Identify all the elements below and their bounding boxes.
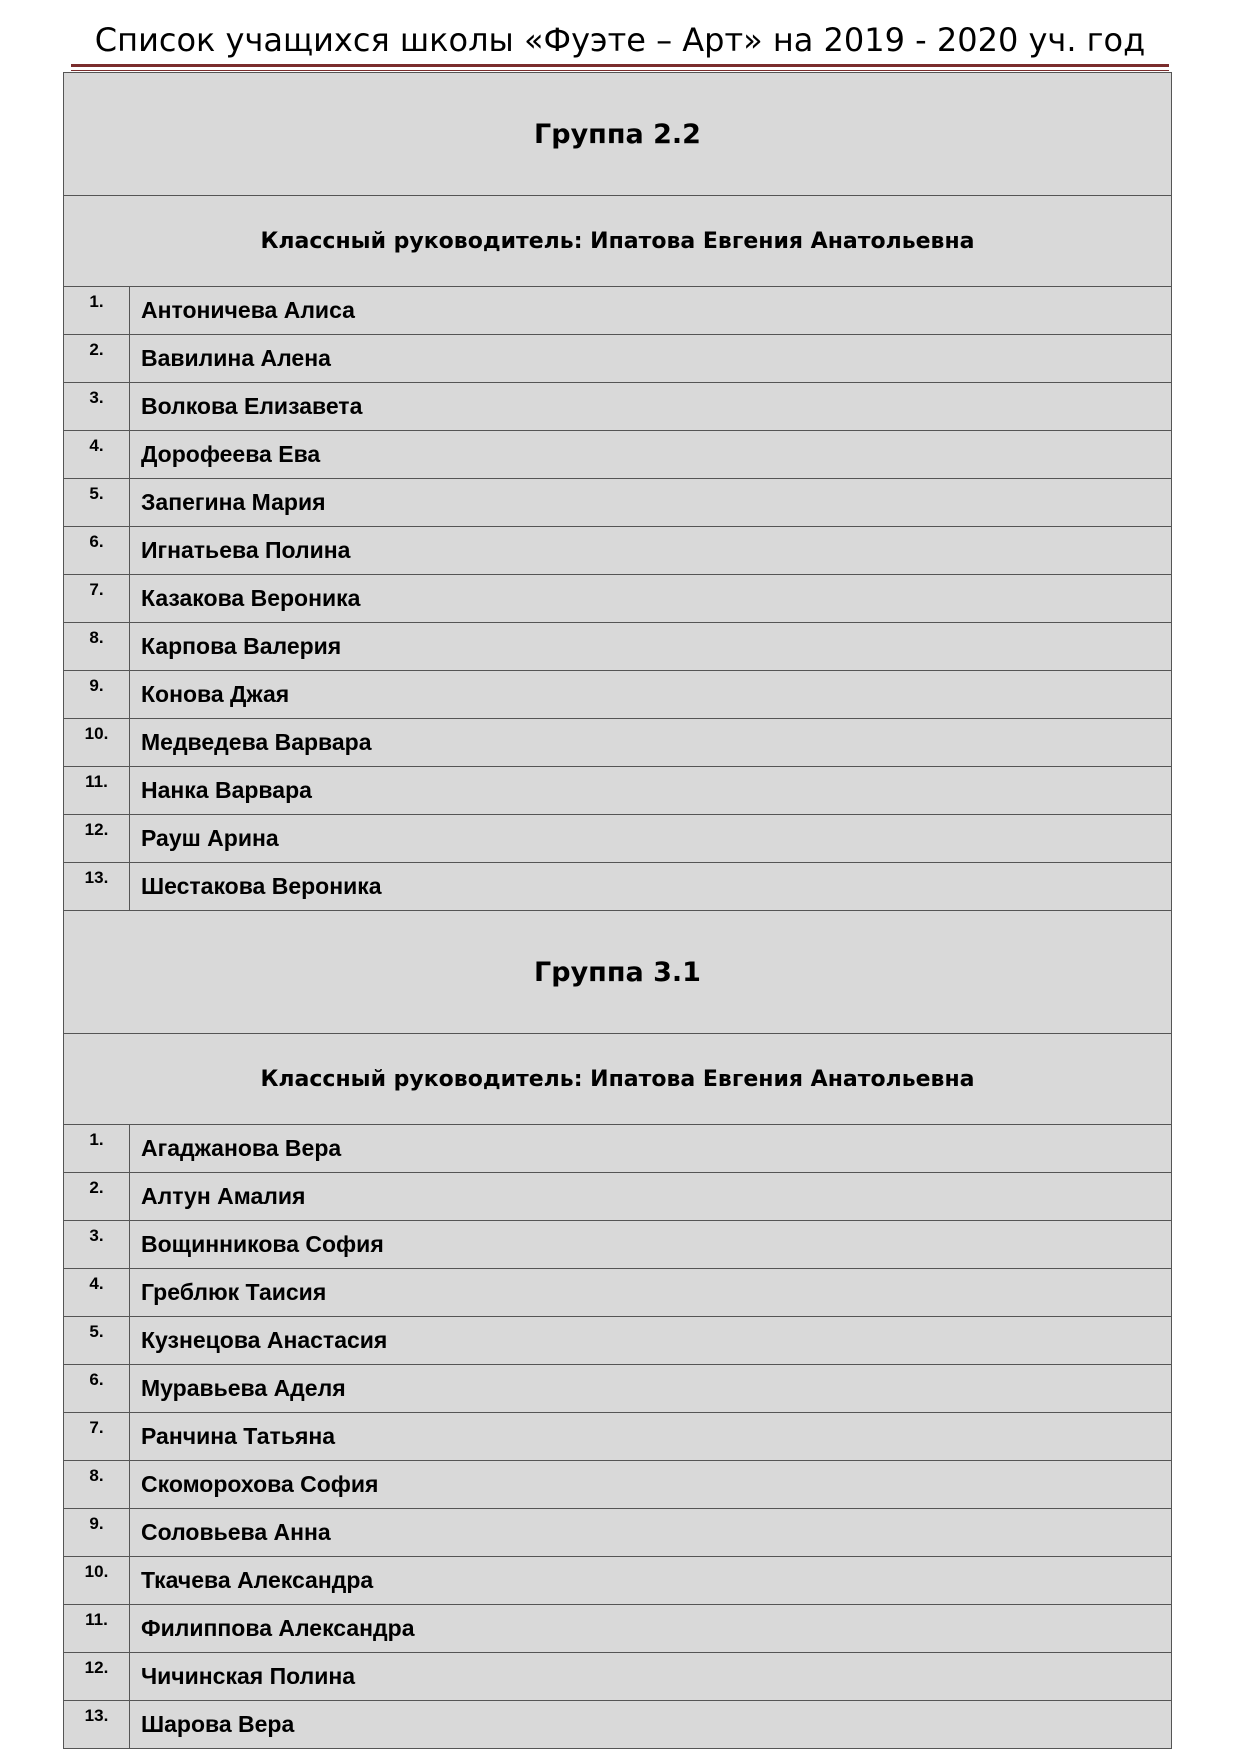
table-row (64, 815, 1172, 863)
student-name: Греблюк Таисия (130, 1269, 1172, 1317)
student-name: Агаджанова Вера (130, 1125, 1172, 1173)
student-name: Кузнецова Анастасия (130, 1317, 1172, 1365)
student-name: Чичинская Полина (130, 1653, 1172, 1701)
group-header-row (64, 911, 1172, 1034)
student-name: Антоничева Алиса (130, 287, 1172, 335)
table-row (64, 287, 1172, 335)
student-number: 1. (64, 1125, 130, 1173)
student-name: Казакова Вероника (130, 575, 1172, 623)
table-row (64, 1509, 1172, 1557)
student-number: 8. (64, 1461, 130, 1509)
student-roster-table (63, 72, 1172, 1749)
student-name: Нанка Варвара (130, 767, 1172, 815)
student-number: 3. (64, 1221, 130, 1269)
group-title: Группа 2.2 (64, 73, 1172, 196)
student-name: Ткачева Александра (130, 1557, 1172, 1605)
student-number: 5. (64, 479, 130, 527)
student-name: Филиппова Александра (130, 1605, 1172, 1653)
student-number: 9. (64, 671, 130, 719)
table-row (64, 383, 1172, 431)
student-number: 1. (64, 287, 130, 335)
table-row (64, 479, 1172, 527)
roster-body (64, 73, 1172, 1749)
student-number: 8. (64, 623, 130, 671)
student-name: Шарова Вера (130, 1701, 1172, 1749)
student-number: 4. (64, 1269, 130, 1317)
student-name: Дорофеева Ева (130, 431, 1172, 479)
table-row (64, 431, 1172, 479)
student-name: Запегина Мария (130, 479, 1172, 527)
student-number: 6. (64, 527, 130, 575)
table-row (64, 767, 1172, 815)
student-name: Карпова Валерия (130, 623, 1172, 671)
student-number: 4. (64, 431, 130, 479)
table-row (64, 1365, 1172, 1413)
student-name: Медведева Варвара (130, 719, 1172, 767)
student-name: Рауш Арина (130, 815, 1172, 863)
student-name: Алтун Амалия (130, 1173, 1172, 1221)
class-teacher: Классный руководитель: Ипатова Евгения Анатольевна (64, 196, 1172, 287)
group-header-row (64, 73, 1172, 196)
student-number: 13. (64, 863, 130, 911)
table-row (64, 623, 1172, 671)
student-number: 6. (64, 1365, 130, 1413)
student-number: 5. (64, 1317, 130, 1365)
student-name: Вавилина Алена (130, 335, 1172, 383)
table-row (64, 575, 1172, 623)
student-number: 7. (64, 575, 130, 623)
table-row (64, 1221, 1172, 1269)
table-row (64, 1269, 1172, 1317)
student-number: 2. (64, 1173, 130, 1221)
teacher-row (64, 1034, 1172, 1125)
table-row (64, 335, 1172, 383)
table-row (64, 671, 1172, 719)
student-number: 3. (64, 383, 130, 431)
student-name: Конова Джая (130, 671, 1172, 719)
page-title: Список учащихся школы «Фуэте – Арт» на 2019 - 2020 уч. год (94, 21, 1146, 59)
student-number: 10. (64, 1557, 130, 1605)
student-name: Шестакова Вероника (130, 863, 1172, 911)
student-name: Скоморохова София (130, 1461, 1172, 1509)
table-row (64, 863, 1172, 911)
student-number: 13. (64, 1701, 130, 1749)
student-name: Муравьева Аделя (130, 1365, 1172, 1413)
table-row (64, 1125, 1172, 1173)
table-row (64, 719, 1172, 767)
student-name: Ранчина Татьяна (130, 1413, 1172, 1461)
student-number: 12. (64, 1653, 130, 1701)
student-number: 11. (64, 1605, 130, 1653)
class-teacher: Классный руководитель: Ипатова Евгения Анатольевна (64, 1034, 1172, 1125)
table-row (64, 1317, 1172, 1365)
group-title: Группа 3.1 (64, 911, 1172, 1034)
table-row (64, 1653, 1172, 1701)
student-name: Волкова Елизавета (130, 383, 1172, 431)
table-row (64, 1461, 1172, 1509)
student-number: 12. (64, 815, 130, 863)
student-name: Соловьева Анна (130, 1509, 1172, 1557)
student-number: 11. (64, 767, 130, 815)
title-divider (71, 64, 1169, 71)
teacher-row (64, 196, 1172, 287)
table-row (64, 1173, 1172, 1221)
student-name: Вощинникова София (130, 1221, 1172, 1269)
student-number: 7. (64, 1413, 130, 1461)
table-row (64, 527, 1172, 575)
student-name: Игнатьева Полина (130, 527, 1172, 575)
table-row (64, 1605, 1172, 1653)
table-row (64, 1413, 1172, 1461)
student-number: 2. (64, 335, 130, 383)
student-number: 9. (64, 1509, 130, 1557)
student-number: 10. (64, 719, 130, 767)
table-row (64, 1557, 1172, 1605)
table-row (64, 1701, 1172, 1749)
